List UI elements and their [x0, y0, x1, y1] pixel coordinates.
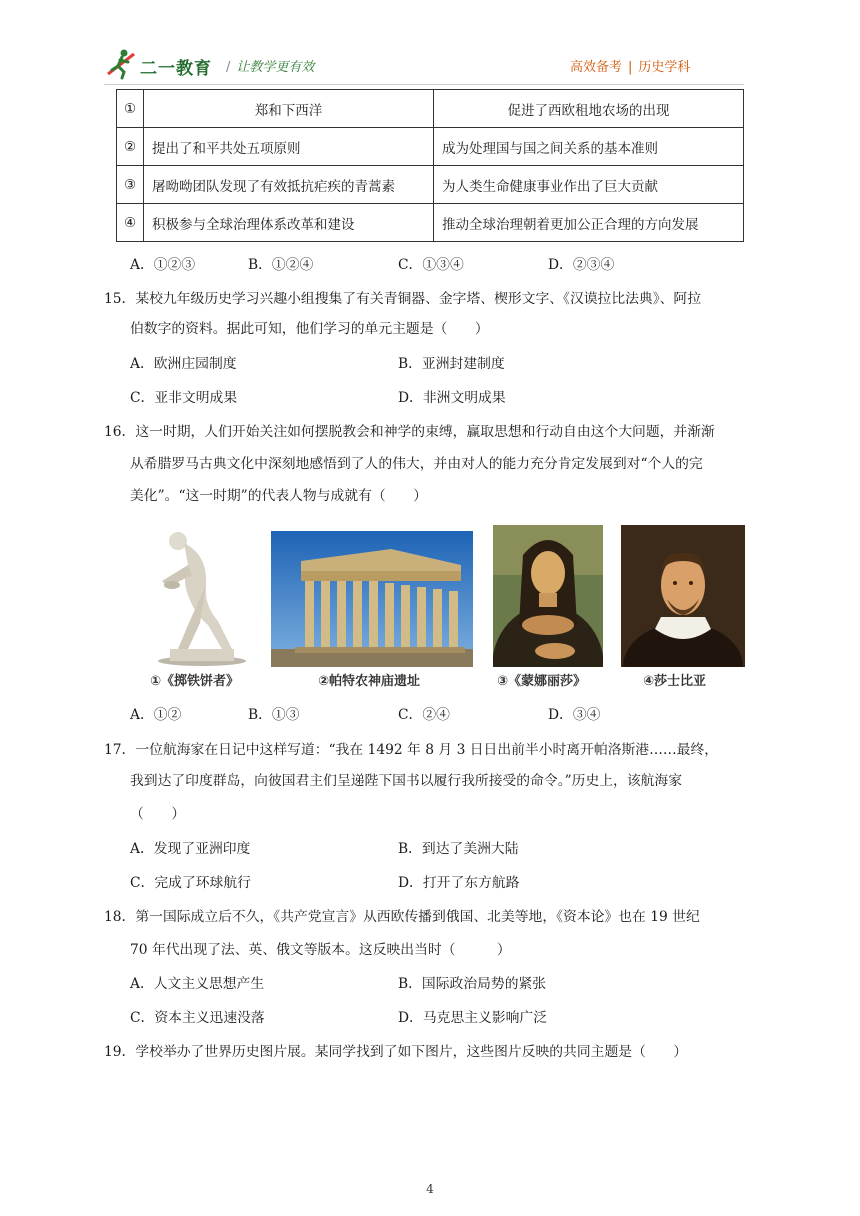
q16-option-c: C．②④ — [398, 707, 450, 723]
header-divider — [104, 84, 744, 85]
q17-option-d: D．打开了东方航路 — [398, 875, 520, 891]
mona-lisa-image — [493, 525, 603, 667]
q15-stem-line1: 15．某校九年级历史学习兴趣小组搜集了有关青铜器、金字塔、楔形文字、《汉谟拉比法典》、阿拉 — [104, 291, 702, 307]
page-header — [104, 46, 724, 82]
q14-table — [116, 89, 744, 242]
q14-option-b: B．①②④ — [248, 257, 314, 273]
q17-option-b: B．到达了美洲大陆 — [398, 841, 519, 857]
q18-option-b: B．国际政治局势的紧张 — [398, 976, 547, 992]
runner-icon — [104, 46, 140, 82]
q17-stem-line2: 我到达了印度群岛，向彼国君主们呈递陛下国书以履行我所接受的命令。”历史上，该航海家 — [130, 773, 683, 789]
header-subject: 高效备考 | 历史学科 — [570, 60, 691, 75]
discobolus-image — [148, 525, 256, 667]
caption-parthenon: ②帕特农神庙遗址 — [318, 674, 421, 689]
q17-option-c: C．完成了环球航行 — [130, 875, 251, 891]
q17-stem-line3: （ ） — [130, 806, 186, 822]
caption-mona-lisa: ③《蒙娜丽莎》 — [497, 674, 587, 689]
q18-option-c: C．资本主义迅速没落 — [130, 1010, 265, 1026]
q15-option-d: D．非洲文明成果 — [398, 390, 506, 406]
q14-option-d: D．②③④ — [548, 257, 615, 273]
caption-discobolus: ①《掷铁饼者》 — [150, 674, 240, 689]
q18-option-d: D．马克思主义影响广泛 — [398, 1010, 548, 1026]
q14-option-a: A．①②③ — [130, 257, 196, 273]
q18-option-a: A．人文主义思想产生 — [130, 976, 265, 992]
q17-stem-line1: 17．一位航海家在日记中这样写道：“我在 1492 年 8 月 3 日日出前半小时离开帕洛斯港……最终， — [104, 742, 719, 758]
q18-stem-line1: 18．第一国际成立后不久，《共产党宣言》从西欧传播到俄国、北美等地，《资本论》也在 19 世纪 — [104, 909, 700, 925]
q16-option-a: A．①② — [130, 707, 182, 723]
table-row: ④ 积极参与全球治理体系改革和建设 推动全球治理朝着更加公正合理的方向发展 — [117, 204, 744, 242]
page-number: 4 — [426, 1182, 434, 1196]
q15-stem-line2: 伯数字的资料。据此可知，他们学习的单元主题是（ ） — [130, 321, 489, 337]
q16-option-b: B．①③ — [248, 707, 300, 723]
logo — [104, 46, 222, 82]
q16-stem-line2: 从希腊罗马古典文化中深刻地感悟到了人的伟大，并由对人的能力充分肯定发展到对“个人的完 — [130, 456, 703, 472]
parthenon-image — [271, 531, 473, 667]
table-row: ③ 屠呦呦团队发现了有效抵抗疟疾的青蒿素 为人类生命健康事业作出了巨大贡献 — [117, 166, 744, 204]
table-row: ① 郑和下西洋 促进了西欧租地农场的出现 — [117, 90, 744, 128]
shakespeare-image — [621, 525, 745, 667]
q19-stem-line1: 19．学校举办了世界历史图片展。某同学找到了如下图片，这些图片反映的共同主题是（ ） — [104, 1044, 688, 1060]
q16-stem-line3: 美化”。“这一时期”的代表人物与成就有（ ） — [130, 488, 428, 504]
q17-option-a: A．发现了亚洲印度 — [130, 841, 251, 857]
table-row: ② 提出了和平共处五项原则 成为处理国与国之间关系的基本准则 — [117, 128, 744, 166]
q14-option-c: C．①③④ — [398, 257, 464, 273]
q15-option-b: B．亚洲封建制度 — [398, 356, 505, 372]
q15-option-c: C．亚非文明成果 — [130, 390, 238, 406]
q16-option-d: D．③④ — [548, 707, 601, 723]
logo-text: 二一教育 — [140, 59, 212, 79]
caption-shakespeare: ④莎士比亚 — [643, 674, 707, 689]
q15-option-a: A．欧洲庄园制度 — [130, 356, 237, 372]
slogan: / 让教学更有效 — [226, 60, 315, 75]
q16-stem-line1: 16．这一时期，人们开始关注如何摆脱教会和神学的束缚，赢取思想和行动自由这个大问题，并渐渐 — [104, 424, 715, 440]
q18-stem-line2: 70 年代出现了法、英、俄文等版本。这反映出当时（ ） — [130, 942, 511, 958]
